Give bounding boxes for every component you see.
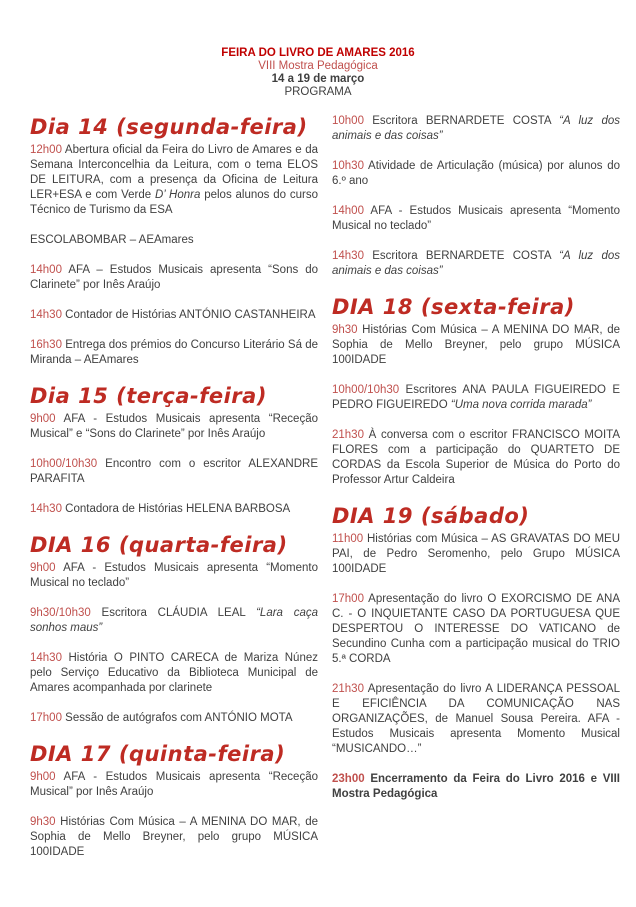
event-time: 14h00 [332,205,364,217]
event-time: 10h30 [332,160,364,172]
event-text: AFA – Estudos Musicais apresenta “Sons do Clarinete” por Inês Araújo [30,264,318,291]
day-heading: DIA 18 (sexta-feira) [332,295,575,319]
event-dates: 14 a 19 de março [271,73,365,85]
event-text: Encerramento da Feira do Livro 2016 e VIII Mostra Pedagógica [332,773,620,800]
event-time: 14h30 [30,309,62,321]
event-text: D’ Honra [154,189,201,201]
event-time: 17h00 [30,712,62,724]
event-text: História O PINTO CARECA de Mariza Núnez pelo Serviço Educativo da Biblioteca Municipal de Amares acompanhada por clarinete [30,652,318,694]
event-time: 16h30 [30,339,62,351]
event-text: Escritora BERNARDETE COSTA [363,115,560,127]
event-item [30,606,318,636]
event-time: 10h00 [332,115,364,127]
event-item [332,772,620,802]
event-time: 14h00 [30,264,62,276]
event-text: Escritores ANA PAULA FIGUEIREDO E PEDRO FIGUEIREDO [332,384,620,411]
event-text: Contadora de Histórias HELENA BARBOSA [61,503,291,515]
event-item [332,428,620,488]
day-heading: DIA 19 (sábado) [332,504,530,528]
event-item [30,502,318,517]
event-item [332,532,620,577]
event-text: Apresentação do livro O EXORCISMO DE ANA C. - O INQUIETANTE CASO DA PORTUGUESA QUE DESPERTOU O INTERESSE DO VATICANO de Secundino Cunha com a participação musical do TRIO 5.ª CORDA [332,593,620,665]
day-heading: Dia 15 (terça-feira) [30,384,267,408]
event-item [332,159,620,189]
day-heading: DIA 16 (quarta-feira) [30,533,288,557]
event-text: À conversa com o escritor FRANCISCO MOITA FLORES com a participação do QUARTETO DE CORDAS da Escola Superior de Música do Porto do Professor Artur Caldeira [332,429,620,486]
event-text: Histórias Com Música – A MENINA DO MAR, de Sophia de Mello Breyner, pelo grupo MÚSICA 100IDADE [332,324,620,366]
event-time: 14h30 [332,250,364,262]
event-text: “Uma nova corrida marada” [450,399,592,411]
event-text: ESCOLABOMBAR – AEAmares [30,234,194,246]
column-left [30,114,318,875]
event-time: 17h00 [332,593,364,605]
event-text: Sessão de autógrafos com ANTÓNIO MOTA [61,712,293,724]
event-text: pelos alunos do curso Técnico de Turismo da ESA [30,189,319,216]
page-title: FEIRA DO LIVRO DE AMARES 2016 [221,47,415,59]
day-heading: Dia 14 (segunda-feira) [30,115,308,139]
event-item [332,249,620,279]
event-text: Histórias com Música – AS GRAVATAS DO MEU PAI, de Pedro Seromenho, pelo Grupo MÚSICA 100IDADE [332,533,620,575]
day-heading: DIA 17 (quinta-feira) [30,742,286,766]
event-item [30,412,318,442]
event-item [30,711,318,726]
event-item [332,204,620,234]
event-text: “Lara caça sonhos maus” [30,607,318,634]
event-item [332,383,620,413]
event-time: 12h00 [30,144,62,156]
event-time: 21h30 [332,683,364,695]
event-time: 10h00/10h30 [332,384,400,396]
event-text: “A luz dos animais e das coisas” [332,115,620,142]
column-right [332,114,620,875]
event-time: 11h00 [332,533,364,545]
event-text: Histórias Com Música – A MENINA DO MAR, de Sophia de Mello Breyner, pelo grupo MÚSICA 100IDADE [30,816,318,858]
program-header [0,0,636,99]
program-label: PROGRAMA [284,86,352,98]
event-text: Apresentação do livro A LIDERANÇA PESSOAL E EFICIÊNCIA DA COMUNICAÇÃO NAS ORGANIZAÇÕES, de Manuel Sousa Pereira. AFA - Estudos Musicais apresenta Momento Musical “MUSICANDO…” [332,683,620,755]
event-time: 9h00 [30,413,56,425]
event-item [30,143,318,218]
event-text: Encontro com o escritor ALEXANDRE PARAFITA [30,458,318,485]
event-text: AFA - Estudos Musicais apresenta “Momento Musical no teclado” [30,562,318,589]
event-text: AFA - Estudos Musicais apresenta “Receção Musical” e “Sons do Clarinete” por Inês Araújo [30,413,318,440]
event-text: Abertura oficial da Feira do Livro de Amares e da Semana Interconcelhia da Leitura, com o tema ELOS DE LEITURA, com a presença da Oficina de Leitura LER+ESA e com Verde [30,144,318,201]
event-item [30,308,318,323]
event-time: 9h30 [332,324,358,336]
event-time: 10h00/10h30 [30,458,98,470]
event-time: 14h30 [30,503,62,515]
event-text: Escritora BERNARDETE COSTA [363,250,560,262]
event-item [30,561,318,591]
event-text: “A luz dos animais e das coisas” [332,250,620,277]
event-text: Atividade de Articulação (música) por alunos do 6.º ano [332,160,620,187]
event-time: 9h30/10h30 [30,607,91,619]
event-text: AFA - Estudos Musicais apresenta “Momento Musical no teclado” [332,205,620,232]
event-text: Entrega dos prémios do Concurso Literário Sá de Miranda – AEAmares [30,339,318,366]
event-item [30,338,318,368]
event-text: Contador de Histórias ANTÓNIO CASTANHEIRA [61,309,316,321]
event-item [30,815,318,860]
event-time: 14h30 [30,652,62,664]
event-item [332,114,620,144]
event-time: 9h30 [30,816,56,828]
event-item [332,592,620,667]
page-subtitle: VIII Mostra Pedagógica [258,60,378,72]
event-item [30,770,318,800]
event-time: 9h00 [30,771,56,783]
event-time: 21h30 [332,429,364,441]
event-item [30,233,318,248]
event-item [332,323,620,368]
event-item [30,651,318,696]
event-item [30,263,318,293]
event-text: AFA - Estudos Musicais apresenta “Receção Musical” por Inês Araújo [30,771,318,798]
event-time: 9h00 [30,562,56,574]
event-item [332,682,620,757]
event-text: Escritora CLÁUDIA LEAL [90,607,257,619]
event-item [30,457,318,487]
event-time: 23h00 [332,773,365,785]
program-columns [30,114,620,875]
